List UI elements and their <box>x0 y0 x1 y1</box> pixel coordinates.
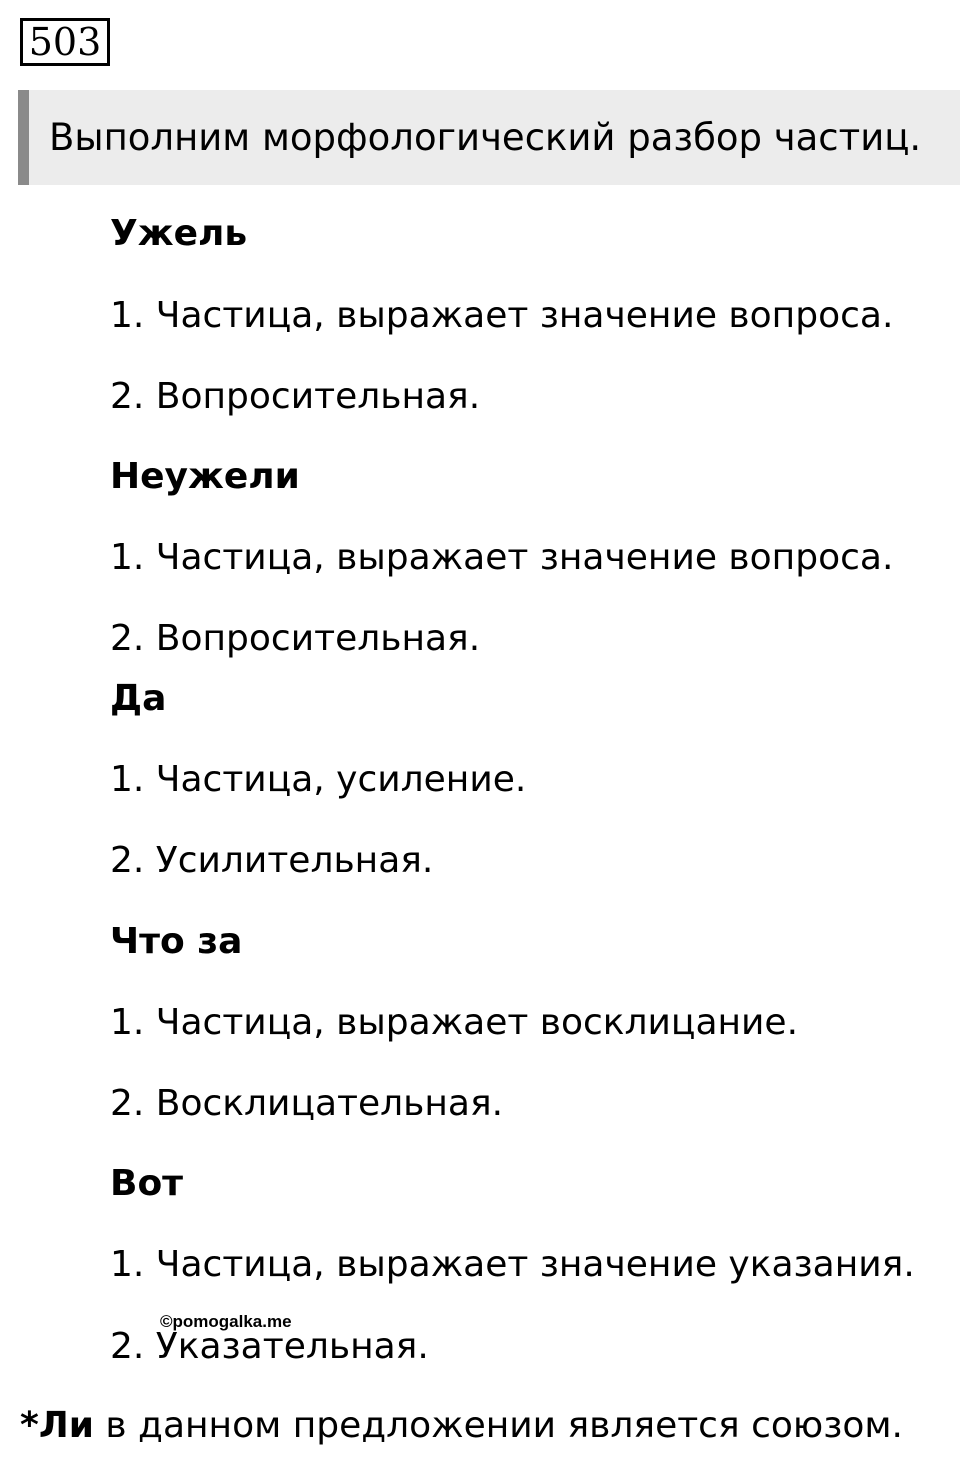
particle-heading: Вот <box>110 1163 184 1204</box>
particle-item: 2. Усилительная. <box>110 840 434 881</box>
particle-heading: Да <box>110 678 167 719</box>
particle-item: 2. Вопросительная. <box>110 618 481 659</box>
particle-heading: Неужели <box>110 456 300 497</box>
particle-item: 1. Частица, выражает значение вопроса. <box>110 537 894 578</box>
particle-heading: Ужель <box>110 213 248 254</box>
footnote-marker: *Ли <box>20 1405 94 1446</box>
particle-item: 1. Частица, усиление. <box>110 759 527 800</box>
particle-heading: Что за <box>110 921 243 962</box>
intro-text: Выполним морфологический разбор частиц. <box>49 116 922 159</box>
particle-item: 2. Вопросительная. <box>110 376 481 417</box>
particle-item: 1. Частица, выражает значение вопроса. <box>110 295 894 336</box>
footnote-text: в данном предложении является союзом. <box>93 1405 903 1446</box>
particle-item: 2. Указательная. <box>110 1326 429 1367</box>
intro-box <box>18 90 960 185</box>
watermark: ©pomogalka.me <box>160 1312 292 1331</box>
exercise-number: 503 <box>20 18 110 66</box>
footnote <box>20 1404 903 1448</box>
particle-item: 1. Частица, выражает восклицание. <box>110 1002 799 1043</box>
particle-item: 2. Восклицательная. <box>110 1083 504 1124</box>
particle-item: 1. Частица, выражает значение указания. <box>110 1244 915 1285</box>
